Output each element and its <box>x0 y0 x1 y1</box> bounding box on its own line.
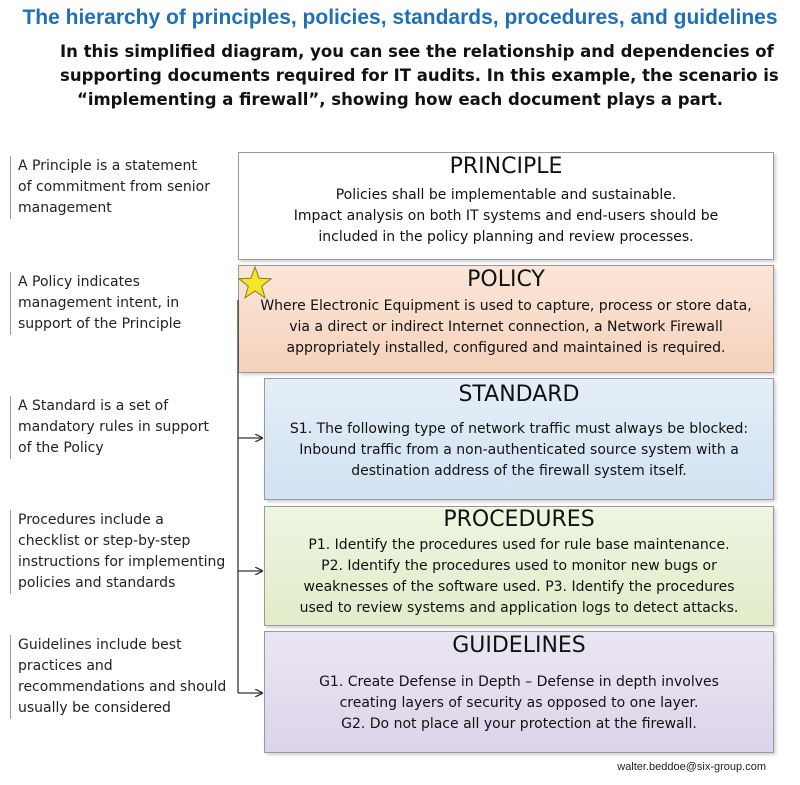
body-line: Policies shall be implementable and sustainable. <box>335 187 677 203</box>
description-line: of commitment from senior <box>18 179 210 195</box>
description-line: management intent, in <box>18 295 180 311</box>
intro-line: “implementing a firewall”, showing how each document plays a part. <box>76 90 724 109</box>
body-line: Where Electronic Equipment is used to capture, process or store data, <box>260 298 752 314</box>
description-line: usually be considered <box>18 700 171 716</box>
description-line: A Standard is a set of <box>18 398 169 414</box>
description-line: of the Policy <box>18 440 104 456</box>
body-line: included in the policy planning and review processes. <box>318 229 694 245</box>
body-line: Inbound traffic from a non-authenticated source system with a <box>299 442 739 458</box>
description-line: Procedures include a <box>18 512 164 528</box>
description-line: A Principle is a statement <box>18 158 197 174</box>
procedures-heading: PROCEDURES <box>443 507 595 532</box>
description-line: checklist or step-by-step <box>18 533 191 549</box>
policy-heading: POLICY <box>467 267 545 292</box>
guidelines-heading: GUIDELINES <box>452 633 586 658</box>
body-line: G1. Create Defense in Depth – Defense in depth involves <box>319 674 719 690</box>
page-title: The hierarchy of principles, policies, standards, procedures, and guidelines <box>22 6 778 29</box>
body-line: weaknesses of the software used. P3. Identify the procedures <box>303 579 735 595</box>
description-line: mandatory rules in support <box>18 419 209 435</box>
body-line: S1. The following type of network traffic must always be blocked: <box>289 421 749 437</box>
description-line: A Policy indicates <box>18 274 140 290</box>
description-line: support of the Principle <box>18 316 182 332</box>
body-line: P2. Identify the procedures used to monitor new bugs or <box>321 558 717 574</box>
body-line: G2. Do not place all your protection at the firewall. <box>341 716 697 732</box>
description-line: instructions for implementing <box>18 554 226 570</box>
intro-line: In this simplified diagram, you can see the relationship and dependencies of <box>60 42 774 61</box>
body-line: creating layers of security as opposed to one layer. <box>339 695 699 711</box>
intro-line: supporting documents required for IT audits. In this example, the scenario is <box>60 66 779 85</box>
description-line: Guidelines include best <box>18 637 182 653</box>
body-line: used to review systems and application logs to detect attacks. <box>299 600 739 616</box>
description-line: policies and standards <box>18 575 176 591</box>
description-line: practices and <box>18 658 113 674</box>
body-line: appropriately installed, configured and maintained is required. <box>286 340 726 356</box>
standard-heading: STANDARD <box>458 382 580 407</box>
description-line: recommendations and should <box>18 679 227 695</box>
body-line: P1. Identify the procedures used for rule base maintenance. <box>308 537 730 553</box>
body-line: via a direct or indirect Internet connection, a Network Firewall <box>289 319 723 335</box>
star-icon <box>239 267 271 298</box>
body-line: Impact analysis on both IT systems and end-users should be <box>293 208 719 224</box>
description-line: management <box>18 200 112 216</box>
principle-heading: PRINCIPLE <box>449 154 563 179</box>
footer-email: walter.beddoe@six-group.com <box>617 761 766 773</box>
body-line: destination address of the firewall system itself. <box>351 463 687 479</box>
